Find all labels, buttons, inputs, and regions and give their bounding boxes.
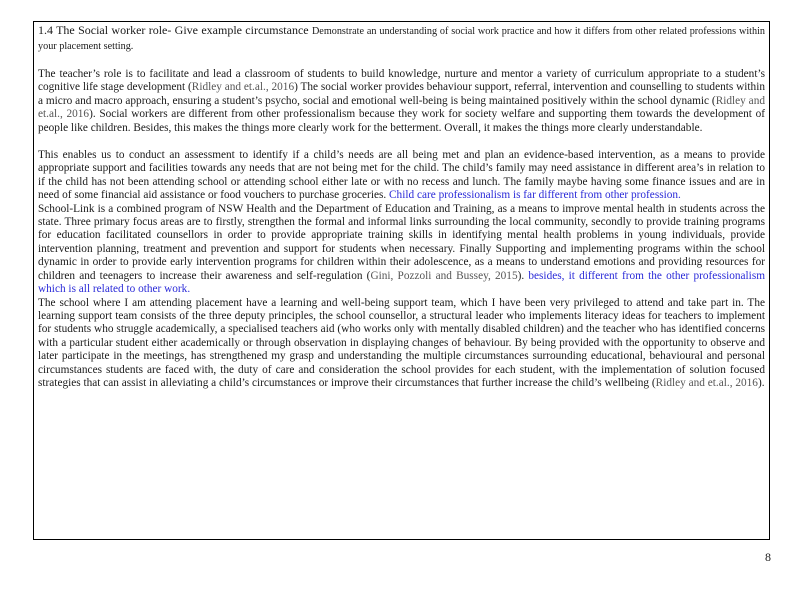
paragraph-text: The teacher’s role is to facilitate and lead a classroom of students to build knowledge, nurture and mentor a variety of curriculum appropriate to a student’s cognitive life stage development ( xyxy=(38,68,765,94)
page-number: 8 xyxy=(765,550,771,564)
paragraph-text: The school where I am attending placement have a learning and well-being support team, which I have been very privileged to attend and take part in. The learning support team consists of the three deputy principles, the school counsellor, a structural leader who implements literacy ideas for teachers to implement for students who struggle academically, a specialised teachers aid (who works only with mentally disabled children) and the teacher who has identified concerns with a particular student either academically or through observation in displaying changes of behaviour. By being provided with the opportunity to observe and later participate in the meetings, has strengthened my grasp and understanding the multiple circumstances surrounding educational, behavioural and personal circumstances students are faced with, the duty of care and consideration the school provides for each student, with the implementation of solution focused strategies that can assist in alleviating a child’s circumstances or improve their circumstances that further increase the child’s wellbeing ( xyxy=(38,296,765,389)
paragraph-text: ). xyxy=(757,376,765,389)
paragraph-text: This enables us to conduct an assessment to identify if a child’s needs are all being met and plan an evidence-based intervention, as a means to provide appropriate support and facilities towards any needs that are not being met for the child. The child’s family may need assistance in different area’s in relation to if the child has not been attending school or attending school either late or with no recess and lunch. The family maybe having some finance issues and are in need of some financial aid assistance or food vouchers to purchase groceries. xyxy=(38,149,765,202)
paragraph-text: ) The social worker provides behaviour support, referral, intervention and counselling to students within a micro and macro approach, ensuring a student’s psycho, social and emotional well-being is being maintained positively within the school dynamic ( xyxy=(38,81,765,107)
paragraph-placement xyxy=(38,297,765,391)
citation: Ridley and et.al., 2016 xyxy=(655,376,758,389)
paragraph-text: ). xyxy=(517,269,529,282)
paragraph-text: School-Link is a combined program of NSW Health and the Department of Education and Training, as a means to improve mental health in students across the state. Three primary focus areas are to firstly, strengthen the formal and informal links surrounding the local community, secondly to provide training programs for education facilitated counsellors in order to provide appropriate training skills in identifying mental health problems in young individuals, provide intervention planning, treatment and prevention and support for students when necessary. Finally Supporting and implementing programs within the school dynamic in order to provide early intervention programs for children within their adolescence, as a means to understand emotions and providing resources for children and teenagers to increase their awareness and self-regulation ( xyxy=(38,202,765,282)
heading-instructions: Demonstrate an understanding of social work practice and how it differs from other related professions within your placement setting. xyxy=(38,26,766,52)
section-heading xyxy=(38,23,765,54)
document-body xyxy=(38,23,765,390)
citation: Ridley and et.al., 2016 xyxy=(38,94,765,121)
paragraph-school-link xyxy=(38,203,765,297)
citation: Ridley and et.al., 2016 xyxy=(191,81,295,94)
highlighted-comment: Child care professionalism is far different from other profession. xyxy=(389,189,681,202)
heading-title: 1.4 The Social worker role- Give example circumstance xyxy=(38,23,312,37)
paragraph-assessment xyxy=(38,149,765,203)
paragraph-teacher-role xyxy=(38,68,765,135)
highlighted-comment: besides, it different from the other professionalism which is all related to other work. xyxy=(38,269,766,296)
paragraph-text: ). Social workers are different from other professionalism because they work for society welfare and supporting them towards the development of people like children. Besides, this makes the things more clearly work for the betterment. Overall, it makes the things more clearly understandable. xyxy=(38,108,765,134)
citation: Gini, Pozzoli and Bussey, 2015 xyxy=(370,269,518,282)
